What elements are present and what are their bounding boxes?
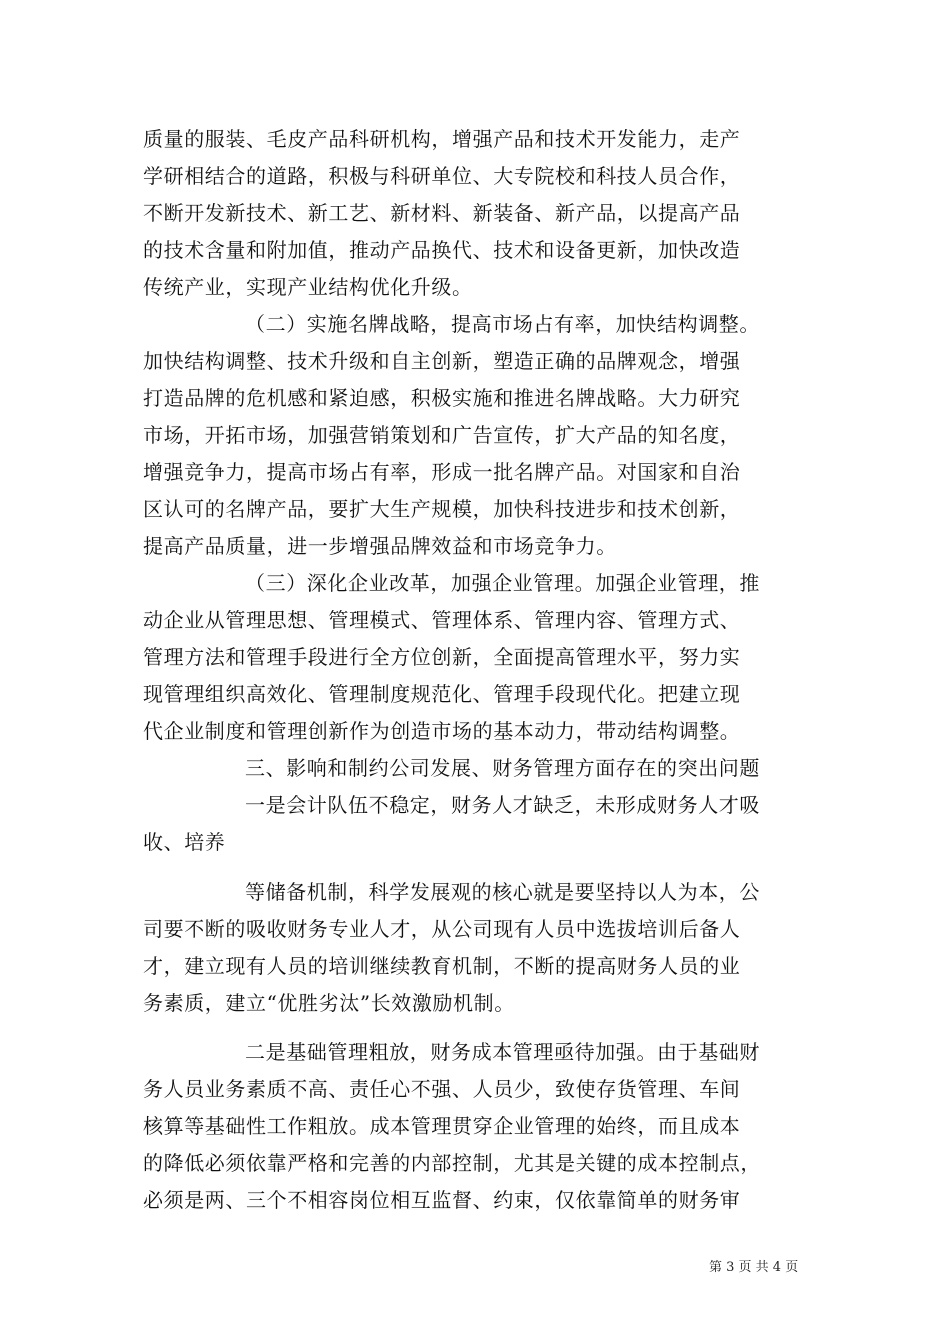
text-line: 学研相结合的道路，积极与科研单位、大专院校和科技人员合作， xyxy=(143,164,741,188)
text-line: 等储备机制，科学发展观的核心就是要坚持以人为本，公 xyxy=(245,880,760,904)
text-line: 区认可的名牌产品，要扩大生产规模，加快科技进步和技术创新， xyxy=(143,497,741,521)
text-line: 管理方法和管理手段进行全方位创新，全面提高管理水平，努力实 xyxy=(143,645,741,669)
text-line: 必须是两、三个不相容岗位相互监督、约束，仅依靠简单的财务审 xyxy=(143,1188,741,1212)
text-line: 增强竞争力，提高市场占有率，形成一批名牌产品。对国家和自治 xyxy=(143,460,741,484)
text-line: 不断开发新技术、新工艺、新材料、新装备、新产品，以提高产品 xyxy=(143,201,741,225)
text-line: 代企业制度和管理创新作为创造市场的基本动力，带动结构调整。 xyxy=(143,719,741,743)
section-heading: 三、影响和制约公司发展、财务管理方面存在的突出问题 xyxy=(245,756,760,780)
text-line: 务人员业务素质不高、责任心不强、人员少，致使存货管理、车间 xyxy=(143,1077,741,1101)
text-line: 质量的服装、毛皮产品科研机构，增强产品和技术开发能力，走产 xyxy=(143,127,741,151)
text-line: 市场，开拓市场，加强营销策划和广告宣传，扩大产品的知名度， xyxy=(143,423,741,447)
text-line: 二是基础管理粗放，财务成本管理亟待加强。由于基础财 xyxy=(245,1040,760,1064)
section-heading: （三）深化企业改革，加强企业管理。加强企业管理，推 xyxy=(245,571,760,595)
section-heading: （二）实施名牌战略，提高市场占有率，加快结构调整。 xyxy=(245,312,760,336)
text-line: 务素质，建立“优胜劣汰”长效激励机制。 xyxy=(143,991,515,1015)
text-line: 的技术含量和附加值，推动产品换代、技术和设备更新，加快改造 xyxy=(143,238,741,262)
text-line: 一是会计队伍不稳定，财务人才缺乏，未形成财务人才吸 xyxy=(245,793,760,817)
text-line: 提高产品质量，进一步增强品牌效益和市场竞争力。 xyxy=(143,534,617,558)
text-line: 才，建立现有人员的培训继续教育机制，不断的提高财务人员的业 xyxy=(143,954,741,978)
text-line: 现管理组织高效化、管理制度规范化、管理手段现代化。把建立现 xyxy=(143,682,741,706)
text-line: 收、培养 xyxy=(143,830,226,854)
text-line: 司要不断的吸收财务专业人才，从公司现有人员中选拔培训后备人 xyxy=(143,917,741,941)
text-line: 动企业从管理思想、管理模式、管理体系、管理内容、管理方式、 xyxy=(143,608,741,632)
text-line: 的降低必须依靠严格和完善的内部控制，尤其是关键的成本控制点， xyxy=(143,1151,761,1175)
text-line: 打造品牌的危机感和紧迫感，积极实施和推进名牌战略。大力研究 xyxy=(143,386,741,410)
text-line: 加快结构调整、技术升级和自主创新，塑造正确的品牌观念，增强 xyxy=(143,349,741,373)
page-number: 第 3 页 共 4 页 xyxy=(709,1260,799,1275)
text-line: 传统产业，实现产业结构优化升级。 xyxy=(143,275,473,299)
text-line: 核算等基础性工作粗放。成本管理贯穿企业管理的始终，而且成本 xyxy=(143,1114,741,1138)
